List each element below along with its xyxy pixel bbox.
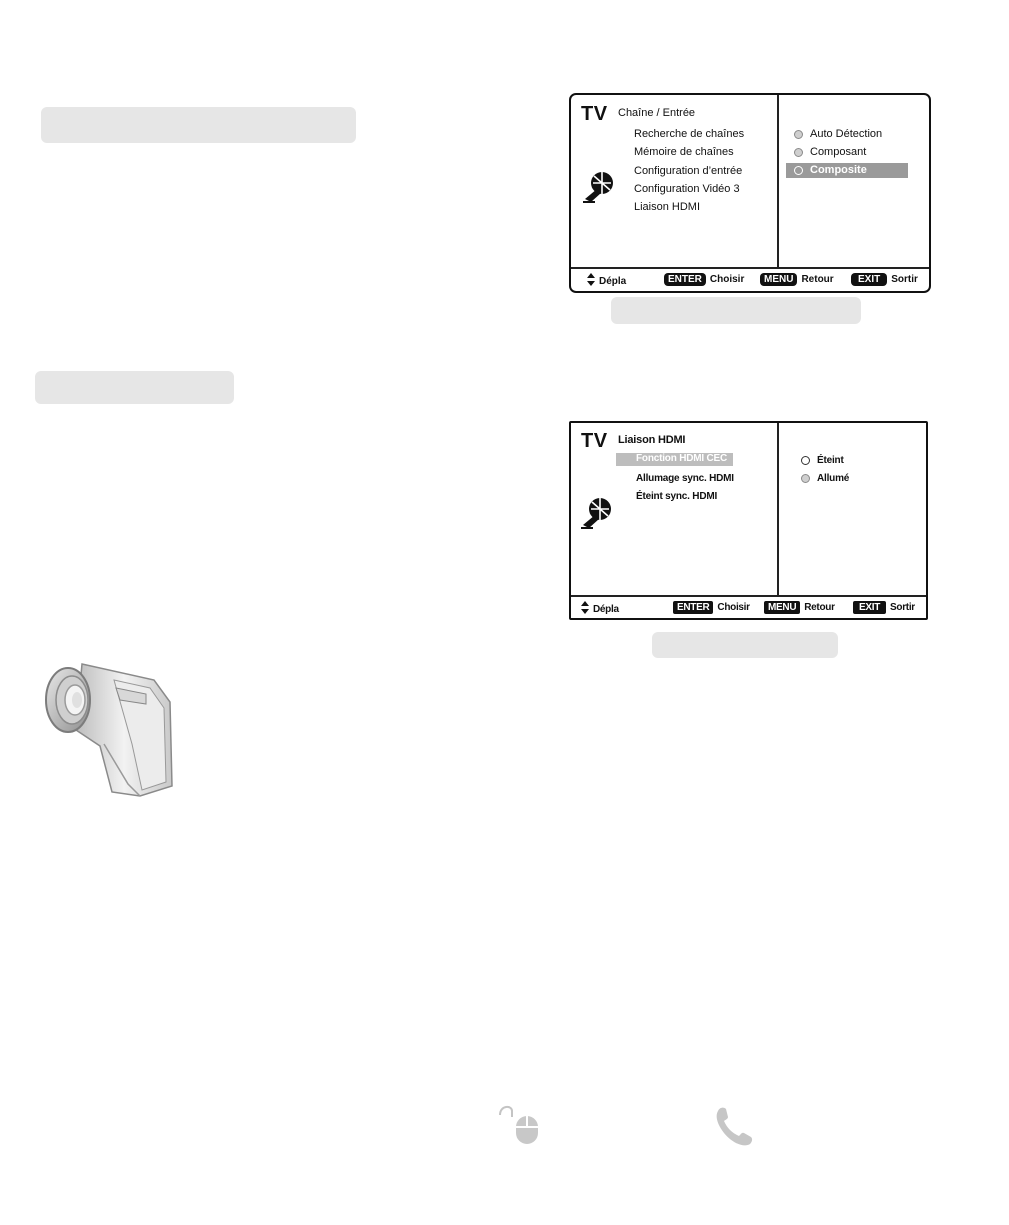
menu-heading: Chaîne / Entrée	[618, 107, 696, 119]
footer-menu[interactable]	[764, 601, 835, 614]
enter-key: ENTER	[673, 601, 713, 614]
tv-logo: TV	[581, 103, 608, 125]
mouse-icon	[498, 1103, 542, 1150]
radio-selected-icon	[794, 166, 803, 175]
radio-icon	[794, 148, 803, 157]
footer-enter[interactable]	[673, 601, 750, 614]
enter-label: Choisir	[709, 274, 745, 285]
caption-bar-2	[652, 632, 838, 658]
phone-icon	[714, 1105, 758, 1152]
footer-enter[interactable]	[664, 273, 744, 286]
option-composite	[794, 164, 867, 176]
menu-label: Retour	[804, 602, 835, 613]
menu-item[interactable]: Mémoire de chaînes	[634, 146, 734, 158]
menu-item[interactable]: Éteint sync. HDMI	[636, 491, 718, 502]
satellite-dish-icon	[579, 495, 615, 536]
option-label: Auto Détection	[810, 128, 883, 140]
menu-item[interactable]: Allumage sync. HDMI	[636, 473, 734, 484]
menu-heading: Liaison HDMI	[618, 434, 686, 446]
exit-label: Sortir	[891, 274, 918, 285]
section-heading-bar-1	[41, 107, 356, 143]
option-on[interactable]	[801, 473, 849, 484]
option-off[interactable]	[801, 455, 844, 466]
footer-move-label: Dépla	[593, 603, 619, 615]
footer-divider	[571, 595, 926, 597]
footer-divider	[571, 267, 929, 269]
enter-key: ENTER	[664, 273, 706, 286]
satellite-dish-icon	[581, 169, 617, 210]
up-down-arrow-icon	[581, 601, 589, 617]
exit-label: Sortir	[890, 602, 915, 613]
option-label: Composant	[810, 146, 867, 158]
section-heading-bar-2	[35, 371, 234, 404]
radio-icon	[794, 130, 803, 139]
footer-move	[587, 273, 626, 289]
menu-item[interactable]: Configuration Vidéo 3	[634, 183, 740, 195]
footer-move	[581, 601, 619, 617]
camcorder-icon	[42, 658, 178, 805]
exit-key: EXIT	[853, 601, 886, 614]
caption-bar-1	[611, 297, 861, 324]
selected-item-highlight[interactable]	[616, 453, 733, 466]
selected-option-highlight[interactable]	[786, 163, 908, 178]
up-down-arrow-icon	[587, 273, 595, 289]
option-auto-detection[interactable]	[794, 128, 882, 140]
radio-icon	[801, 474, 810, 483]
footer-menu[interactable]	[760, 273, 834, 286]
option-label: Éteint	[817, 455, 844, 466]
exit-key: EXIT	[851, 273, 887, 286]
footer-move-label: Dépla	[599, 275, 627, 287]
menu-key: MENU	[760, 273, 797, 286]
option-label: Composite	[810, 164, 867, 176]
option-component[interactable]	[794, 146, 866, 158]
option-label: Allumé	[817, 473, 850, 484]
menu-label: Retour	[801, 274, 834, 285]
menu-item[interactable]: Configuration d’entrée	[634, 165, 743, 177]
footer-exit[interactable]	[851, 273, 918, 286]
menu-item-selected: Fonction HDMI CEC	[636, 453, 728, 464]
menu-item[interactable]: Liaison HDMI	[634, 201, 701, 213]
footer-exit[interactable]	[853, 601, 915, 614]
menu-item[interactable]: Recherche de chaînes	[634, 128, 745, 140]
panel-divider	[777, 423, 779, 595]
panel-divider	[777, 95, 779, 267]
tv-menu-channel-input	[569, 93, 931, 293]
tv-menu-hdmi-link	[569, 421, 928, 620]
enter-label: Choisir	[717, 602, 750, 613]
radio-selected-icon	[801, 456, 810, 465]
tv-logo: TV	[581, 430, 608, 452]
menu-key: MENU	[764, 601, 800, 614]
